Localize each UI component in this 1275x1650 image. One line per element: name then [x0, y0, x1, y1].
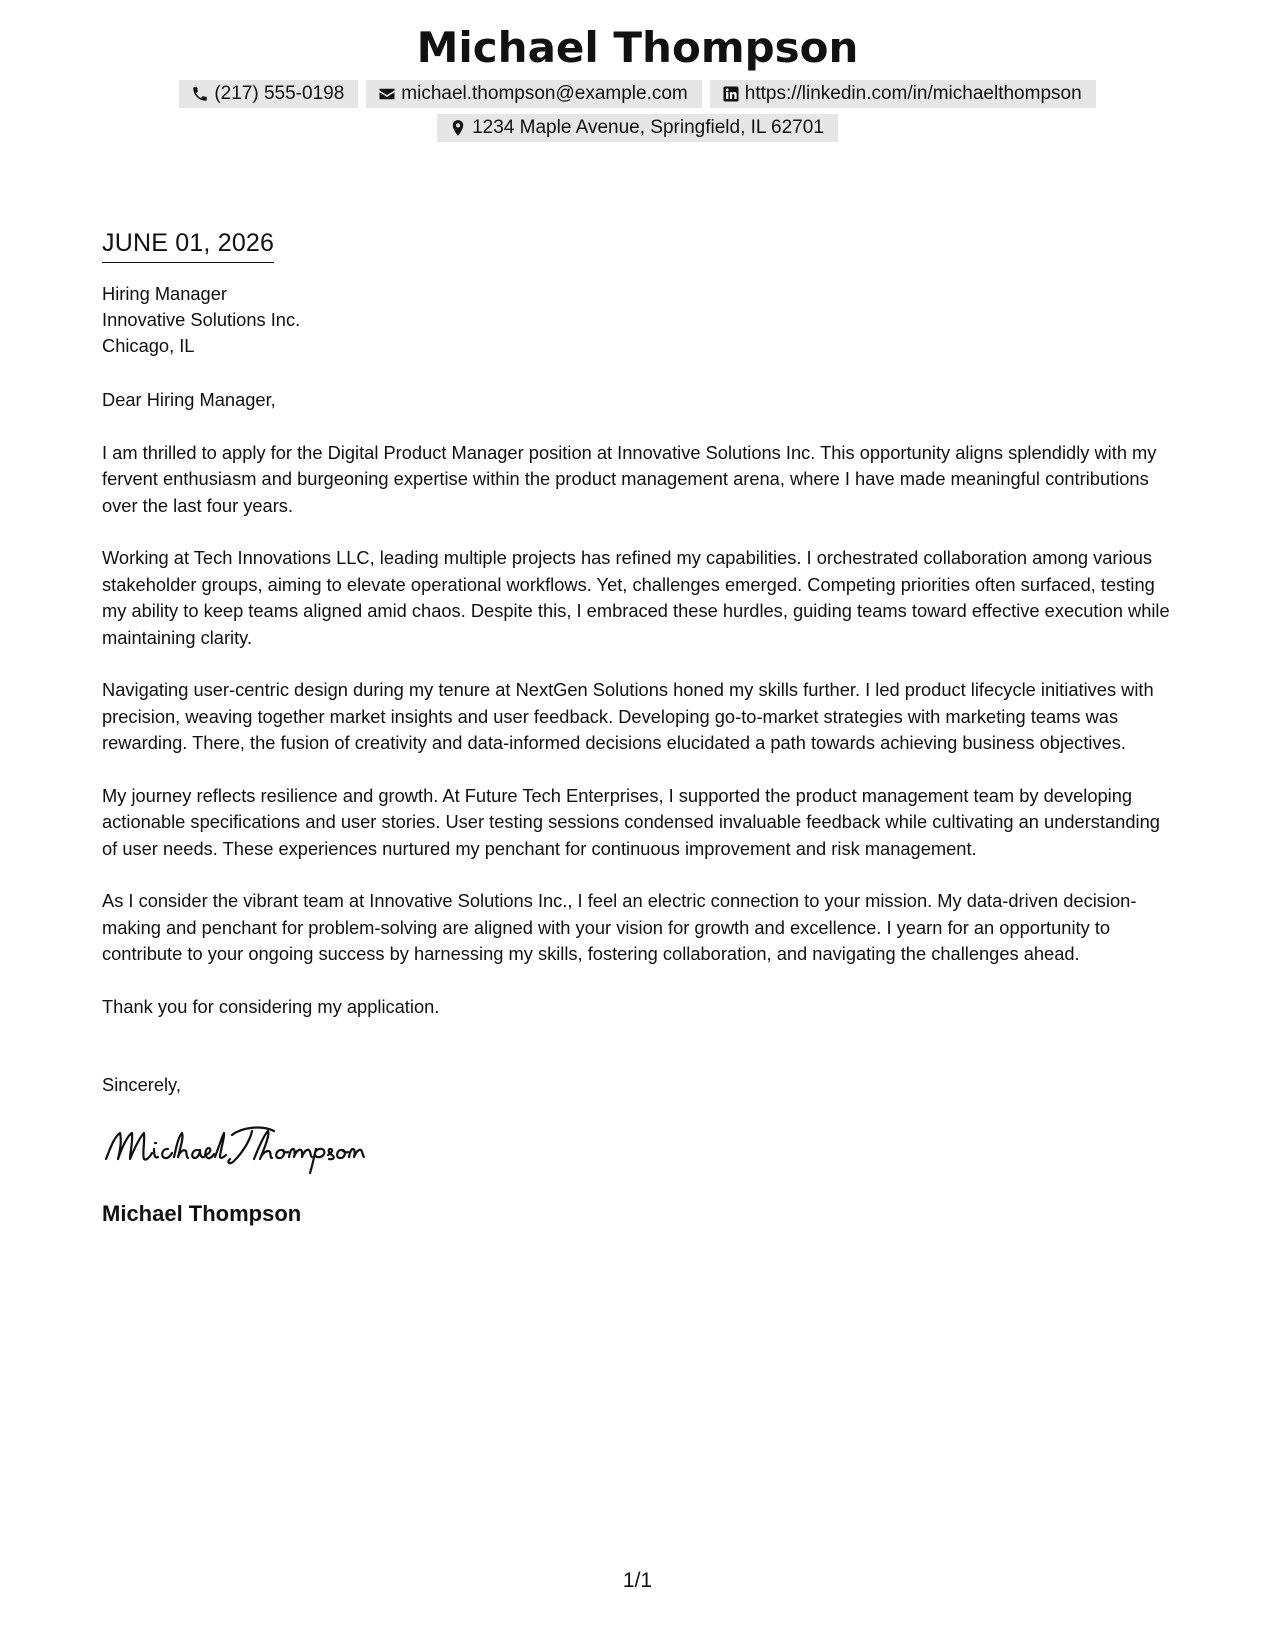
address-chip [437, 114, 838, 142]
body-paragraph: I am thrilled to apply for the Digital Product Manager position at Innovative Solutions Inc. This opportunity aligns splendidly with my fervent enthusiasm and burgeoning expertise within the product management arena, where I have made meaningful contributions over the last four years. [102, 441, 1157, 516]
recipient-location: Chicago, IL [102, 335, 195, 356]
address-text: 1234 Maple Avenue, Springfield, IL 62701 [472, 117, 824, 138]
map-pin-icon [449, 119, 467, 137]
body-paragraph: Working at Tech Innovations LLC, leading multiple projects has refined my capabilities. I orchestrated collaboration among various stakeholder groups, aiming to elevate operational workflows. Yet, challenges emerged. Competing priorities often surfaced, testing my ability to keep teams aligned amid chaos. Despite this, I embraced these hurdles, guiding teams toward effective execution while maintaining clarity. [102, 547, 1170, 648]
recipient-company: Innovative Solutions Inc. [102, 309, 301, 330]
contact-row-secondary [0, 114, 1275, 142]
phone-chip[interactable] [179, 80, 358, 108]
linkedin-chip[interactable] [710, 80, 1096, 108]
body-paragraph: Navigating user-centric design during my tenure at NextGen Solutions honed my skills further. I led product lifecycle initiatives with precision, weaving together market insights and user feedback. Developing go-to-market strategies with marketing teams was rewarding. There, the fusion of creativity and data-informed decisions elucidated a path towards achieving business objectives. [102, 679, 1154, 753]
email-chip[interactable] [366, 80, 701, 108]
email-text: michael.thompson@example.com [401, 83, 688, 104]
closing-thanks: Thank you for considering my application. [102, 995, 440, 1017]
envelope-icon [378, 85, 396, 103]
body-paragraph: My journey reflects resilience and growth. At Future Tech Enterprises, I supported the product management team by developing actionable specifications and user stories. User testing sessions condensed invaluable feedback while cultivating an understanding of user needs. These experiences nurtured my penchant for continuous improvement and risk management. [102, 784, 1160, 859]
contact-row-primary [0, 80, 1275, 108]
linkedin-icon [722, 85, 740, 103]
letter-body [102, 226, 1177, 1229]
salutation: Dear Hiring Manager, [102, 389, 276, 410]
closing: Sincerely, [102, 1074, 181, 1095]
phone-icon [191, 85, 209, 103]
signer-name: Michael Thompson [102, 1200, 302, 1226]
applicant-name: Michael Thompson [416, 23, 859, 72]
handwritten-signature [102, 1119, 402, 1179]
letter-header [0, 18, 1275, 142]
page-number: 1/1 [622, 1569, 653, 1592]
recipient-title: Hiring Manager [102, 283, 227, 304]
linkedin-text: https://linkedin.com/in/michaelthompson [744, 83, 1082, 104]
letter-date: JUNE 01, 2026 [102, 226, 274, 263]
phone-text: (217) 555-0198 [214, 83, 345, 104]
body-paragraph: As I consider the vibrant team at Innovative Solutions Inc., I feel an electric connection to your mission. My data-driven decision-making and penchant for problem-solving are aligned with your vision for growth and excellence. I yearn for an opportunity to contribute to your ongoing success by harnessing my skills, fostering collaboration, and navigating the challenges ahead. [102, 890, 1137, 964]
recipient-block [102, 281, 1177, 359]
